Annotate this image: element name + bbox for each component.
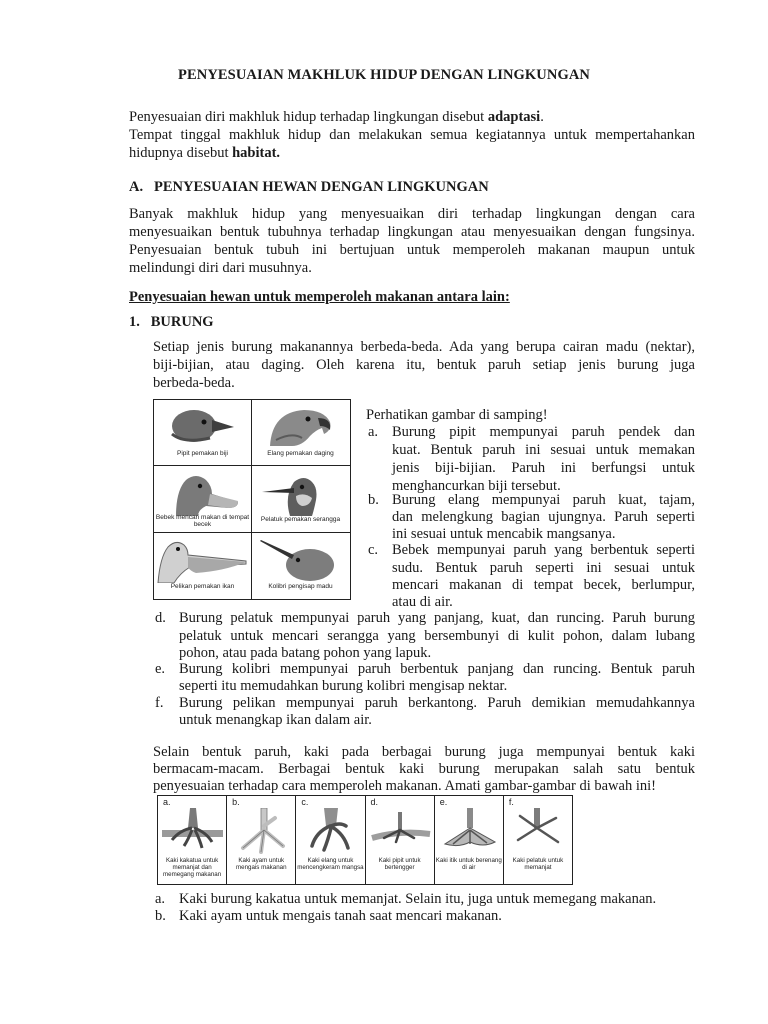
foot-panel-pipit: d. Kaki pipit untuk bertengger (366, 796, 435, 884)
hummingbird-head-icon (252, 533, 349, 583)
side-item-a-line-4: menghancurkan biji tersebut. (392, 478, 561, 494)
beak-caption-elang: Elang pemakan daging (267, 450, 334, 457)
intro-line-2: Tempat tinggal makhluk hidup dan melakukan semua kegiatannya untuk mempertahankan (129, 127, 695, 143)
duck-foot-icon (439, 808, 500, 854)
feet-item-a-marker: a. (155, 891, 166, 907)
foot-caption-pipit: Kaki pipit untuk bertengger (378, 857, 421, 871)
beak-cell-bebek (154, 466, 252, 532)
side-item-c-line-3: mencari makanan di tempat becek, berlumpur, (392, 577, 695, 593)
side-item-a-line-3: jenis biji-bijian. Paruh ini berfungsi untuk (392, 460, 695, 476)
eagle-foot-icon (300, 808, 361, 854)
side-item-b-line-2: dan melengkung bagian ujungnya. Paruh seperti (392, 509, 695, 525)
foot-panel-kakatua: a. Kaki kakatua untuk memanjat dan memegang makanan (158, 796, 227, 884)
item-f-marker: f. (155, 695, 164, 711)
beak-caption-pelatuk: Pelatuk pemakan serangga (260, 516, 341, 524)
item-f-line-1: Burung pelikan mempunyai paruh berkantong. Paruh demikian memudahkannya (179, 695, 695, 711)
section-a-heading: A. PENYESUAIAN HEWAN DENGAN LINGKUNGAN (129, 179, 489, 195)
item-e-line-1: Burung kolibri mempunyai paruh berbentuk panjang dan runcing. Bentuk paruh (179, 661, 695, 677)
sparrow-foot-icon (370, 808, 431, 854)
burung-intro-line-1: Setiap jenis burung makanannya berbeda-beda. Ada yang berupa cairan madu (nektar), (153, 339, 695, 355)
foot-caption-pelatuk: Kaki pelatuk untuk memanjat (512, 857, 564, 871)
section-a-line-2: menyesuaikan bentuk tubuhnya terhadap lingkungan atau menyesuaikan dengan fungsinya. (129, 224, 695, 240)
side-item-c-line-4: atau di air. (392, 594, 453, 610)
burung-intro-line-3: berbeda-beda. (153, 375, 235, 391)
side-item-a-marker: a. (368, 424, 379, 440)
item-d-line-2: pelatuk untuk mencari serangga yang bersembunyi di kulit pohon, dalam lubang (179, 628, 695, 644)
feet-item-a-text: Kaki burung kakatua untuk memanjat. Selain itu, juga untuk memegang makanan. (179, 891, 657, 907)
beak-cell-pelikan (154, 533, 252, 599)
eagle-head-icon (252, 400, 349, 450)
item-f-line-2: untuk menangkap ikan dalam air. (179, 712, 372, 728)
intro-line-3: hidupnya disebut habitat. (129, 145, 281, 161)
item-e-marker: e. (155, 661, 166, 677)
side-item-c-marker: c. (368, 542, 379, 558)
burung-intro-line-2: biji-bijian, atau daging. Oleh karena itu, bentuk paruh setiap jenis burung juga (153, 357, 695, 373)
side-item-b-line-3: ini sesuai untuk mencabik mangsanya. (392, 526, 616, 542)
page-title: PENYESUAIAN MAKHLUK HIDUP DENGAN LINGKUNGAN (178, 67, 590, 83)
foot-panel-itik: e. Kaki itik untuk berenang di air (435, 796, 504, 884)
foot-panel-pelatuk: f. Kaki pelatuk untuk memanjat (504, 796, 572, 884)
feet-intro-line-2: bermacam-macam. Berbagai bentuk kaki burung merupakan salah satu bentuk (153, 761, 695, 777)
bird-beak-figure (153, 399, 351, 600)
side-intro: Perhatikan gambar di samping! (366, 407, 548, 423)
side-item-c-line-1: Bebek mempunyai paruh yang berbentuk seperti (392, 542, 695, 558)
pelican-head-icon (154, 533, 251, 583)
duck-head-icon (154, 466, 251, 516)
side-item-b-line-1: Burung elang mempunyai paruh kuat, tajam, (392, 492, 695, 508)
chicken-foot-icon (231, 808, 292, 854)
beak-cell-pelatuk (252, 466, 350, 532)
foot-caption-itik: Kaki itik untuk berenang di air (435, 857, 502, 871)
section-a-line-1: Banyak makhluk hidup yang menyesuaikan diri terhadap lingkungan dengan cara (129, 206, 695, 222)
woodpecker-head-icon (252, 466, 349, 516)
beak-caption-pipit: Pipit pemakan biji (177, 450, 228, 457)
beak-cell-kolibri (252, 533, 350, 599)
item-d-line-3: pohon, atau pada batang pohon yang lapuk. (179, 645, 432, 661)
side-item-b-marker: b. (368, 492, 379, 508)
side-item-c-line-2: sudu. Bentuk paruh seperti ini sesuai untuk (392, 560, 695, 576)
foot-panel-elang: c. Kaki elang untuk mencengkeram mangsa (296, 796, 365, 884)
beak-caption-kolibri: Kolibri pengisap madu (268, 582, 333, 590)
foot-caption-ayam: Kaki ayam untuk mengais makanan (235, 857, 287, 871)
item-d-marker: d. (155, 610, 166, 626)
bird-feet-figure (157, 795, 573, 885)
beak-cell-pipit (154, 400, 252, 466)
beak-caption-pelikan: Pelikan pemakan ikan (170, 582, 235, 590)
woodpecker-foot-icon (508, 808, 569, 854)
item-e-line-2: seperti itu memudahkan burung kolibri mengisap nektar. (179, 678, 508, 694)
item-d-line-1: Burung pelatuk mempunyai paruh yang panjang, kuat, dan runcing. Paruh burung (179, 610, 695, 626)
foot-panel-ayam: b. Kaki ayam untuk mengais makanan (227, 796, 296, 884)
term-adaptasi: adaptasi (487, 109, 541, 125)
intro-line-1: Penyesuaian diri makhluk hidup terhadap lingkungan disebut adaptasi. (129, 109, 544, 125)
feet-intro-line-3: penyesuaian terhadap cara memperoleh makanan. Amati gambar-gambar di bawah ini! (153, 778, 656, 794)
section-a-line-4: melindungi diri dari musuhnya. (129, 260, 312, 276)
beak-caption-bebek: Bebek mencari makan di tempat becek (155, 514, 250, 529)
beak-cell-elang (252, 400, 350, 466)
feet-intro-line-1: Selain bentuk paruh, kaki pada berbagai burung juga mempunyai bentuk kaki (153, 744, 695, 760)
parrot-foot-icon (162, 808, 223, 854)
term-habitat: habitat. (232, 145, 281, 161)
foot-caption-kakatua: Kaki kakatua untuk memanjat dan memegang makanan (163, 857, 222, 878)
feet-item-b-marker: b. (155, 908, 166, 924)
subheading: Penyesuaian hewan untuk memperoleh makanan antara lain: (129, 289, 510, 305)
foot-caption-elang: Kaki elang untuk mencengkeram mangsa (297, 857, 364, 871)
sparrow-head-icon (154, 400, 251, 450)
feet-item-b-text: Kaki ayam untuk mengais tanah saat mencari makanan. (179, 908, 502, 924)
side-item-a-line-2: kuat. Bentuk paruh ini sesuai untuk memakan (392, 442, 695, 458)
section-a-line-3: Penyesuaian bentuk tubuh ini bertujuan untuk memperoleh makanan maupun untuk (129, 242, 695, 258)
burung-heading: 1. BURUNG (129, 314, 214, 330)
side-item-a-line-1: Burung pipit mempunyai paruh pendek dan (392, 424, 695, 440)
